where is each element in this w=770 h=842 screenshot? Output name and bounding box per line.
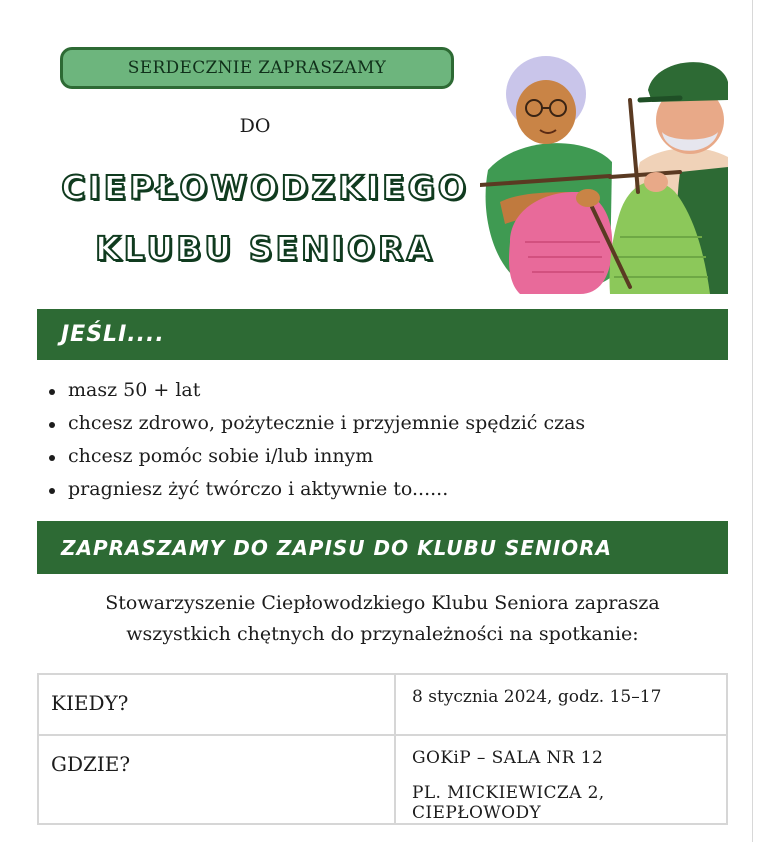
where-line-1: GOKiP – SALA NR 12 bbox=[412, 748, 604, 768]
table-row bbox=[38, 735, 727, 824]
details-table bbox=[37, 673, 728, 825]
when-label: KIEDY? bbox=[38, 674, 395, 735]
woman-hand bbox=[576, 189, 600, 207]
when-value: 8 stycznia 2024, godz. 15–17 bbox=[395, 674, 727, 735]
knitting-seniors-illustration bbox=[480, 42, 728, 294]
invite-pill: SERDECZNIE ZAPRASZAMY bbox=[60, 47, 454, 89]
where-value bbox=[395, 735, 727, 824]
title-line-1: CIEPŁOWODZKIEGO bbox=[61, 168, 469, 207]
man-hand bbox=[644, 172, 668, 192]
invitation-text bbox=[37, 588, 728, 650]
man-cap bbox=[648, 62, 728, 102]
invitation-line-2: wszystkich chętnych do przynależności na spotkanie: bbox=[126, 623, 639, 645]
invitation-line-1: Stowarzyszenie Ciepłowodzkiego Klubu Seniora zaprasza bbox=[105, 592, 660, 614]
title-line-2: KLUBU SENIORA bbox=[95, 229, 435, 268]
if-list-item: chcesz zdrowo, pożytecznie i przyjemnie spędzić czas bbox=[46, 407, 736, 440]
if-list-item: pragniesz żyć twórczo i aktywnie to...... bbox=[46, 473, 736, 506]
invite-section-banner: ZAPRASZAMY DO ZAPISU DO KLUBU SENIORA bbox=[37, 521, 728, 574]
page-edge-rule bbox=[752, 0, 753, 842]
if-section-banner: JEŚLI.... bbox=[37, 309, 728, 360]
needle-3 bbox=[630, 100, 638, 192]
if-list-item: chcesz pomóc sobie i/lub innym bbox=[46, 440, 736, 473]
if-list-item: masz 50 + lat bbox=[46, 374, 736, 407]
do-word: DO bbox=[239, 115, 271, 137]
woman-face bbox=[516, 80, 576, 144]
where-line-2: PL. MICKIEWICZA 2, CIEPŁOWODY bbox=[412, 783, 605, 823]
table-row bbox=[38, 674, 727, 735]
if-list bbox=[46, 374, 736, 506]
where-label: GDZIE? bbox=[38, 735, 395, 824]
